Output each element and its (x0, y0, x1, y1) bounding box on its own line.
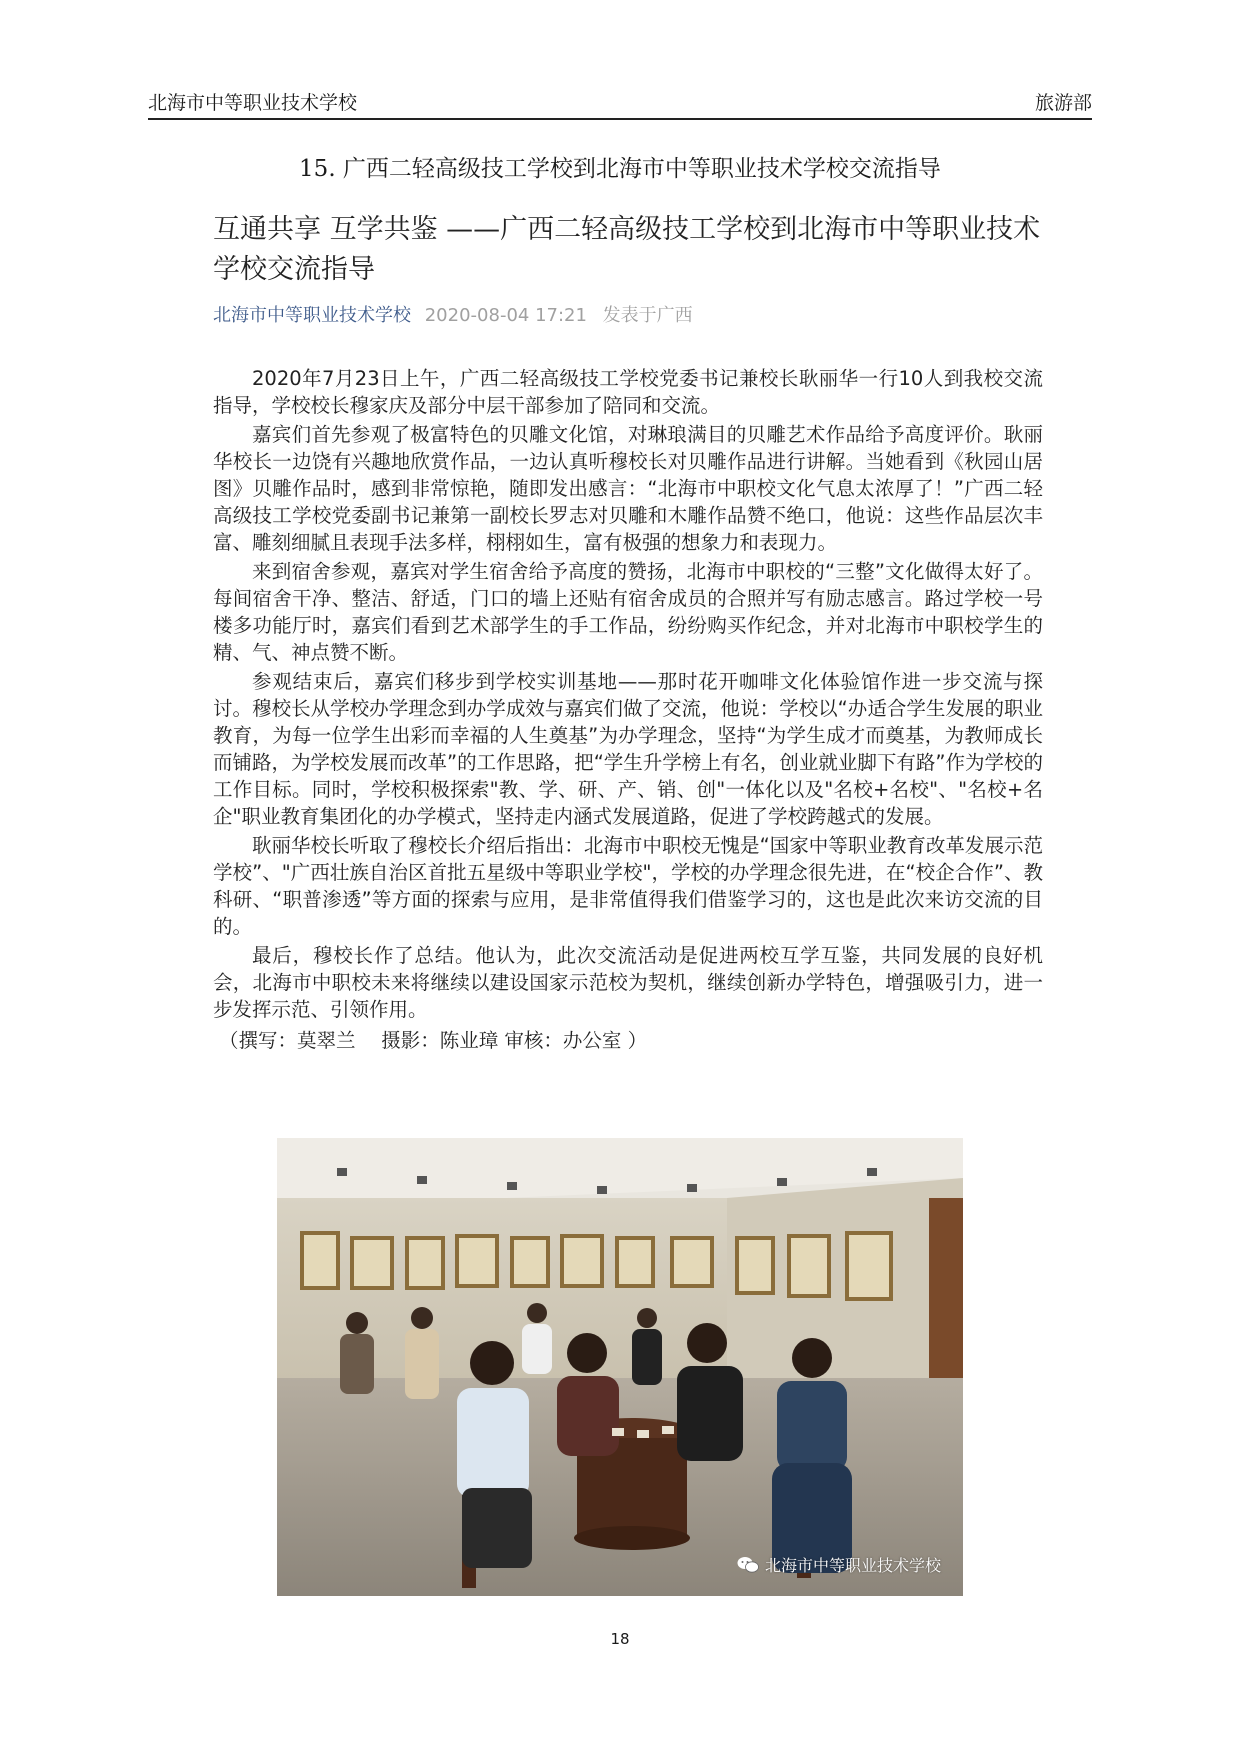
article-source[interactable]: 北海市中等职业技术学校 (213, 305, 411, 326)
paragraph: 来到宿舍参观，嘉宾对学生宿舍给予高度的赞扬，北海市中职校的“三整”文化做得太好了。每间宿舍干净、整洁、舒适，门口的墙上还贴有宿舍成员的合照并写有励志感言。路过学校一号楼多功能厅时，嘉宾们看到艺术部学生的手工作品，纷纷购买作纪念，并对北海市中职校学生的精、气、神点赞不断。 (213, 560, 1043, 664)
meeting-photo (277, 1138, 963, 1596)
photo-watermark-text: 北海市中等职业技术学校 (764, 1556, 941, 1575)
paragraph: 嘉宾们首先参观了极富特色的贝雕文化馆，对琳琅满目的贝雕艺术作品给予高度评价。耿丽华校长一边饶有兴趣地欣赏作品，一边认真听穆校长对贝雕作品进行讲解。当她看到《秋园山居图》贝雕作品时，感到非常惊艳，随即发出感言：“北海市中职校文化气息太浓厚了！”广西二轻高级技工学校党委副书记兼第一副校长罗志对贝雕和木雕作品赞不绝口，他说：这些作品层次丰富、雕刻细腻且表现手法多样，栩栩如生，富有极强的想象力和表现力。 (213, 423, 1043, 554)
article-location: 发表于广西 (602, 305, 693, 326)
article-timestamp: 2020-08-04 17:21 (424, 305, 587, 326)
header-school-name: 北海市中等职业技术学校 (148, 92, 358, 114)
meeting-photo-illustration (277, 1138, 963, 1596)
article-meta (213, 301, 693, 327)
section-title: 15. 广西二轻高级技工学校到北海市中等职业技术学校交流指导 (299, 156, 941, 182)
paragraph: 2020年7月23日上午，广西二轻高级技工学校党委书记兼校长耿丽华一行10人到我校交流指导，学校校长穆家庆及部分中层干部参加了陪同和交流。 (213, 367, 1043, 417)
header-department: 旅游部 (1034, 92, 1092, 114)
page-number: 18 (610, 1630, 630, 1648)
article-title: 互通共享 互学共鉴 ——广西二轻高级技工学校到北海市中等职业技术学校交流指导 (213, 214, 1041, 285)
wechat-icon (737, 1556, 759, 1574)
article-credit: （撰写：莫翠兰 摄影：陈业璋 审核：办公室 ） (219, 1029, 648, 1052)
paragraph: 最后，穆校长作了总结。他认为，此次交流活动是促进两校互学互鉴，共同发展的良好机会，北海市中职校未来将继续以建设国家示范校为契机，继续创新办学特色，增强吸引力，进一步发挥示范、引领作用。 (213, 944, 1043, 1021)
page-header (148, 86, 1092, 120)
paragraph: 参观结束后，嘉宾们移步到学校实训基地——那时花开咖啡文化体验馆作进一步交流与探讨。穆校长从学校办学理念到办学成效与嘉宾们做了交流，他说：学校以“办适合学生发展的职业教育，为每一位学生出彩而幸福的人生奠基”为办学理念，坚持“为学生成才而奠基，为教师成长而铺路，为学校发展而改革”的工作思路，把“学生升学榜上有名，创业就业脚下有路”作为学校的工作目标。同时，学校积极探索"教、学、研、产、销、创"一体化以及"名校+名校"、"名校+名企"职业教育集团化的办学模式，坚持走内涵式发展道路，促进了学校跨越式的发展。 (213, 670, 1043, 828)
article-body (213, 365, 1043, 1056)
photo-watermark (737, 1553, 941, 1576)
paragraph: 耿丽华校长听取了穆校长介绍后指出：北海市中职校无愧是“国家中等职业教育改革发展示范学校”、"广西壮族自治区首批五星级中等职业学校"，学校的办学理念很先进，在“校企合作”、教科研、“职普渗透”等方面的探索与应用，是非常值得我们借鉴学习的，这也是此次来访交流的目的。 (213, 834, 1043, 938)
